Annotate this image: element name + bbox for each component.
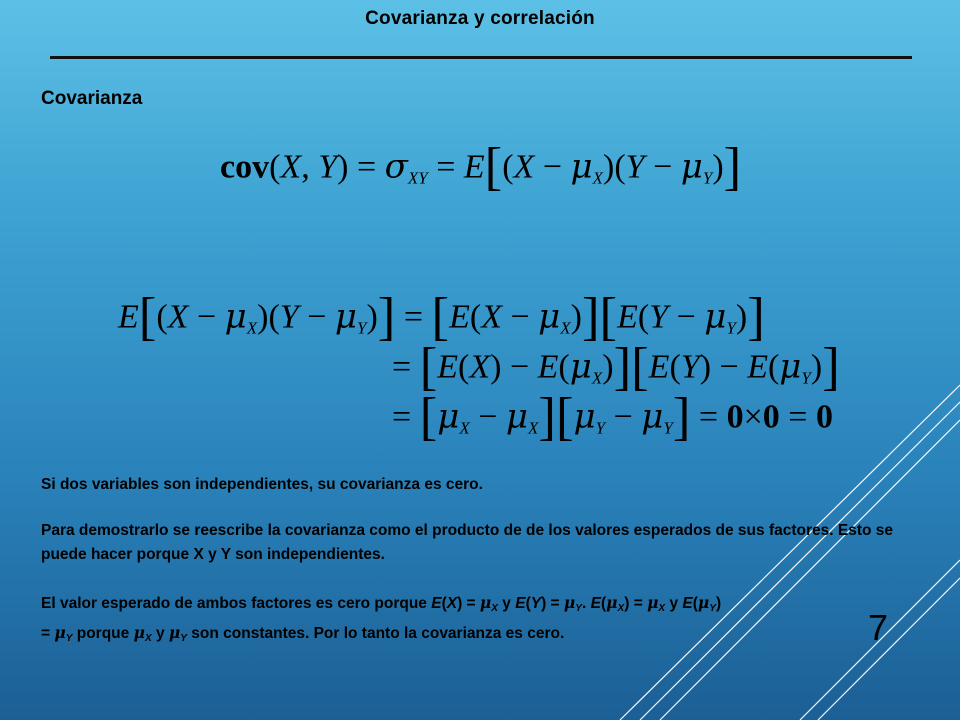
- expansion-equation-line-2: = $[E(X) - E(\mu_X)][E(Y) - E(\mu_Y)]$: [392, 338, 840, 396]
- slide-number: 7: [868, 607, 889, 648]
- title-divider: [50, 56, 912, 59]
- expansion-equation-line-3: = $[\mu_X - \mu_X][\mu_Y - \mu_Y] = 0\times 0 = 0$: [392, 388, 833, 446]
- sigma-subscript: XY: [407, 168, 428, 188]
- section-heading: Covarianza: [41, 88, 143, 109]
- covariance-definition-equation: cov(X, $Y) = \sigma_{XY} = E[(X - \mu_X)(Y - \mu_Y)]$: [220, 138, 742, 196]
- slide-title: Covarianza y correlación: [365, 8, 595, 29]
- paragraph-proof: Para demostrarlo se reescribe la covarianza como el producto de de los valores esperados de sus factores. Esto se puede hacer porque X y Y son independientes.: [41, 522, 893, 563]
- cov-label: cov: [220, 148, 270, 186]
- paragraph-independence: Si dos variables son independientes, su covarianza es cero.: [41, 476, 483, 493]
- paragraph-expected-value: El valor esperado de ambos factores es cero porque E(X) = μX y E(Y) = μY. E(μX) = μX y E(μY) = μY porque μX y μY son constantes. Por lo tanto la covarianza es cero.: [41, 593, 722, 645]
- expansion-equation-line-1: $E[(X - \mu_X)(Y - \mu_Y)] = [E(X - \mu_X)][E(Y - \mu_Y)]$: [118, 288, 765, 346]
